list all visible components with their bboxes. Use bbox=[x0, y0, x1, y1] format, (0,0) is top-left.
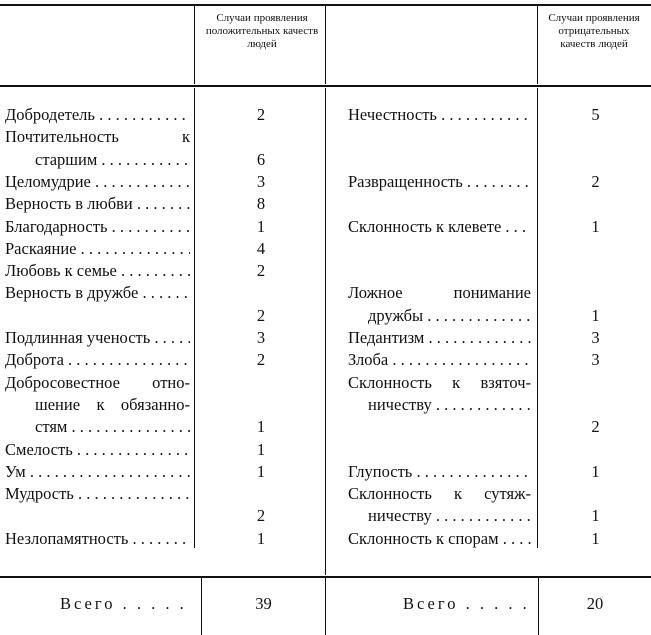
quality-label: Подлинная ученость bbox=[5, 328, 151, 347]
quality-label: Верность в дружбе bbox=[5, 283, 139, 303]
table-row bbox=[0, 171, 651, 193]
count-cell bbox=[540, 305, 651, 327]
quality-label: Мудрость bbox=[5, 484, 74, 504]
leader-dots bbox=[432, 395, 531, 414]
count-value: 2 bbox=[591, 417, 600, 437]
quality-cell bbox=[348, 282, 531, 304]
table-row bbox=[0, 260, 651, 282]
count-cell bbox=[540, 216, 651, 238]
table-row bbox=[0, 461, 651, 483]
quality-label: Благодарность bbox=[5, 216, 108, 236]
quality-label: Педантизм bbox=[348, 328, 425, 347]
quality-label: Почтительность к bbox=[5, 127, 190, 147]
quality-label: Склонность к клевете bbox=[348, 216, 502, 236]
count-value: 2 bbox=[256, 350, 266, 370]
count-value: 1 bbox=[591, 506, 600, 526]
quality-label: Склонность к взяточ- bbox=[348, 372, 531, 392]
table-row bbox=[0, 282, 651, 304]
count-value: 2 bbox=[591, 171, 600, 191]
count-cell bbox=[540, 171, 651, 193]
count-cell bbox=[540, 416, 651, 438]
column-divider-left-counts bbox=[194, 5, 195, 84]
left-count-header: Случаи проявления положительных качеств людей bbox=[205, 12, 319, 50]
quality-label: старшим bbox=[35, 149, 98, 169]
count-value: 4 bbox=[256, 238, 266, 258]
quality-label: Добродетель bbox=[5, 105, 95, 124]
count-value: 2 bbox=[256, 305, 266, 325]
count-cell bbox=[198, 238, 324, 260]
quality-label: Доброта bbox=[5, 350, 64, 370]
table-row bbox=[0, 483, 651, 505]
count-value: 1 bbox=[591, 461, 600, 481]
count-value: 5 bbox=[591, 105, 600, 124]
quality-label: Глупость bbox=[348, 461, 413, 481]
table-row bbox=[0, 193, 651, 215]
column-divider-right-counts bbox=[537, 5, 538, 84]
right-total-label-text: Всего bbox=[403, 594, 459, 613]
table-row bbox=[0, 372, 651, 394]
header-bottom-rule bbox=[0, 85, 651, 87]
count-value: 3 bbox=[591, 350, 600, 370]
count-value: 1 bbox=[591, 305, 600, 325]
column-divider-middle bbox=[325, 5, 326, 84]
quality-cell bbox=[368, 394, 531, 416]
column-divider-middle-totals bbox=[325, 578, 326, 635]
count-cell bbox=[198, 439, 324, 461]
count-value: 1 bbox=[256, 216, 266, 236]
count-cell bbox=[540, 528, 651, 550]
table-row bbox=[0, 394, 651, 416]
table-row bbox=[0, 126, 651, 148]
count-cell bbox=[540, 349, 651, 371]
quality-label: дружбы bbox=[368, 305, 424, 325]
quality-label: шение к обязанно- bbox=[35, 394, 190, 414]
quality-label: Добросовестное отно- bbox=[5, 372, 190, 392]
count-value: 1 bbox=[591, 216, 600, 236]
quality-label: Смелость bbox=[5, 439, 73, 459]
left-total-label-text: Всего bbox=[60, 594, 116, 613]
table-row bbox=[0, 349, 651, 371]
right-count-header: Случаи проявления отрицательных качеств людей bbox=[548, 12, 640, 50]
table-row bbox=[0, 528, 651, 550]
quality-label: Верность в любви bbox=[5, 194, 133, 214]
table-row bbox=[0, 439, 651, 461]
quality-label: Любовь к семье bbox=[5, 261, 117, 281]
count-value: 2 bbox=[256, 506, 266, 526]
quality-label: стям bbox=[35, 417, 68, 437]
quality-label: Незлопамятность bbox=[5, 528, 129, 548]
right-total-value: 20 bbox=[586, 594, 604, 613]
count-value: 3 bbox=[256, 328, 266, 347]
count-cell bbox=[198, 193, 324, 215]
count-cell bbox=[540, 461, 651, 483]
quality-label: Злоба bbox=[348, 350, 389, 370]
table-row bbox=[0, 149, 651, 171]
quality-cell bbox=[348, 483, 531, 505]
count-cell bbox=[540, 104, 651, 126]
quality-label: Нечестность bbox=[348, 105, 437, 124]
count-value: 3 bbox=[256, 171, 266, 191]
table-row bbox=[0, 238, 651, 260]
count-value: 1 bbox=[256, 417, 266, 437]
count-value: 1 bbox=[256, 528, 266, 548]
count-cell bbox=[540, 505, 651, 527]
quality-label: ничеству bbox=[368, 394, 432, 414]
count-value: 8 bbox=[256, 194, 266, 214]
count-cell bbox=[540, 327, 651, 349]
count-value: 2 bbox=[256, 105, 266, 124]
quality-cell bbox=[5, 126, 190, 148]
count-value: 1 bbox=[591, 528, 600, 548]
left-total-label bbox=[60, 592, 195, 616]
quality-label: Развращенность bbox=[348, 171, 463, 191]
table-row bbox=[0, 104, 651, 126]
table-row bbox=[0, 416, 651, 438]
table-row bbox=[0, 305, 651, 327]
count-value: 2 bbox=[256, 261, 266, 281]
table-row bbox=[0, 327, 651, 349]
left-total-value: 39 bbox=[255, 594, 272, 613]
quality-label: Ложное понимание bbox=[348, 283, 531, 303]
quality-label: Целомудрие bbox=[5, 171, 91, 191]
quality-cell bbox=[348, 372, 531, 394]
quality-label: Ум bbox=[5, 461, 26, 481]
quality-label: ничеству bbox=[368, 506, 432, 526]
count-cell bbox=[198, 149, 324, 171]
table-row bbox=[0, 216, 651, 238]
count-cell bbox=[198, 260, 324, 282]
quality-label: Склонность к спорам bbox=[348, 528, 499, 548]
count-value: 1 bbox=[256, 439, 266, 459]
right-total-label bbox=[403, 592, 537, 616]
table-row bbox=[0, 505, 651, 527]
count-value: 1 bbox=[256, 461, 266, 481]
count-value: 6 bbox=[256, 149, 266, 169]
count-value: 3 bbox=[591, 328, 600, 347]
quality-label: Раскаяние bbox=[5, 238, 77, 258]
quality-label: Склонность к сутяж- bbox=[348, 484, 531, 504]
